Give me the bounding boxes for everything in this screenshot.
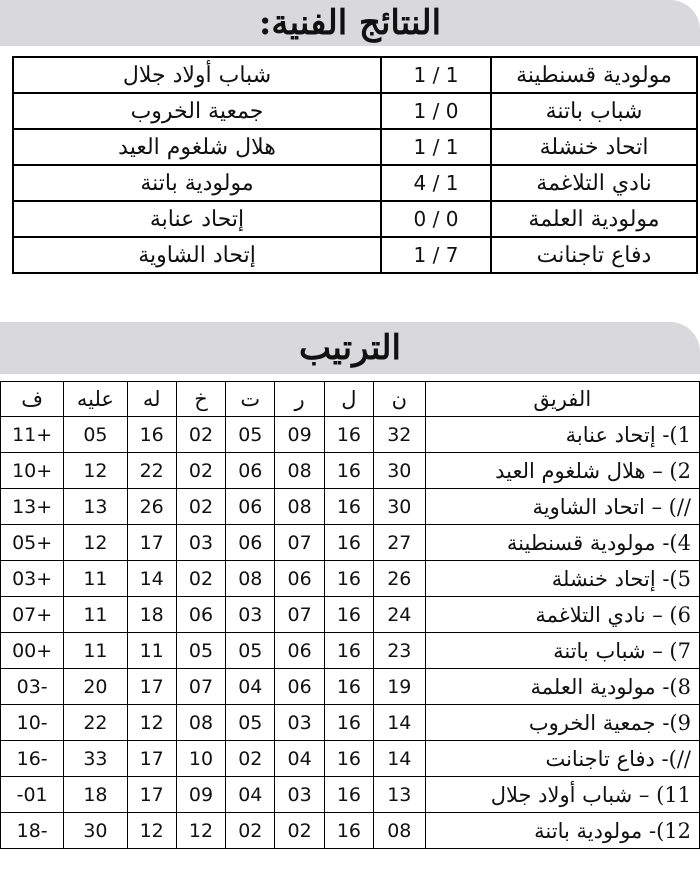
standings-wins: 07	[275, 597, 324, 633]
standings-goal-difference: -18	[1, 813, 64, 849]
standings-draws: 06	[226, 453, 275, 489]
standings-wins: 03	[275, 777, 324, 813]
standings-wins: 08	[275, 489, 324, 525]
standings-losses: 12	[176, 813, 225, 849]
standings-points: 30	[374, 489, 425, 525]
standings-wins: 07	[275, 525, 324, 561]
standings-title-banner	[0, 322, 700, 374]
standings-wins: 04	[275, 741, 324, 777]
standings-points: 19	[374, 669, 425, 705]
standings-draws: 08	[226, 561, 275, 597]
standings-title: الترتيب	[299, 328, 401, 368]
standings-team-name: 7) – شباب باتنة	[425, 633, 699, 669]
header-played: ل	[324, 382, 373, 417]
standings-goals-for: 14	[127, 561, 176, 597]
standings-losses: 05	[176, 633, 225, 669]
standings-goals-for: 17	[127, 669, 176, 705]
result-home-team: مولودية قسنطينة	[491, 57, 697, 93]
standings-losses: 02	[176, 561, 225, 597]
result-score: 1 / 7	[381, 237, 491, 273]
standings-goals-against: 33	[64, 741, 127, 777]
result-home-team: اتحاد خنشلة	[491, 129, 697, 165]
standings-team-name: 4)- مولودية قسنطينة	[425, 525, 699, 561]
standings-played: 16	[324, 777, 373, 813]
standings-team-name: 5)- إتحاد خنشلة	[425, 561, 699, 597]
standings-losses: 08	[176, 705, 225, 741]
standings-goals-for: 26	[127, 489, 176, 525]
standings-draws: 04	[226, 669, 275, 705]
standings-points: 32	[374, 417, 425, 453]
standings-played: 16	[324, 453, 373, 489]
standings-team-name: 1)- إتحاد عنابة	[425, 417, 699, 453]
standings-goals-for: 11	[127, 633, 176, 669]
result-score: 1 / 1	[381, 57, 491, 93]
standings-draws: 06	[226, 525, 275, 561]
standings-goal-difference: -10	[1, 705, 64, 741]
result-away-team: إتحاد الشاوية	[13, 237, 381, 273]
standings-team-name: 9)- جمعية الخروب	[425, 705, 699, 741]
standings-played: 16	[324, 705, 373, 741]
standings-goals-against: 12	[64, 525, 127, 561]
result-row	[13, 201, 697, 237]
standings-losses: 02	[176, 489, 225, 525]
result-home-team: شباب باتنة	[491, 93, 697, 129]
standings-goal-difference: +05	[1, 525, 64, 561]
result-row	[13, 57, 697, 93]
standings-wins: 03	[275, 705, 324, 741]
standings-played: 16	[324, 417, 373, 453]
result-away-team: جمعية الخروب	[13, 93, 381, 129]
standings-points: 24	[374, 597, 425, 633]
header-goal-difference: ف	[1, 382, 64, 417]
standings-team-name: 12)- مولودية باتنة	[425, 813, 699, 849]
standings-team-name: 11) – شباب أولاد جلال	[425, 777, 699, 813]
standings-wins: 02	[275, 813, 324, 849]
header-goals-for: له	[127, 382, 176, 417]
standings-header-row	[1, 382, 700, 417]
standings-goals-against: 13	[64, 489, 127, 525]
header-team: الفريق	[425, 382, 699, 417]
standings-played: 16	[324, 597, 373, 633]
standings-goals-for: 17	[127, 741, 176, 777]
standings-goals-for: 17	[127, 525, 176, 561]
standings-goals-against: 12	[64, 453, 127, 489]
result-away-team: شباب أولاد جلال	[13, 57, 381, 93]
standings-row	[1, 669, 700, 705]
standings-wins: 06	[275, 633, 324, 669]
header-wins: ر	[275, 382, 324, 417]
standings-team-name: //) – اتحاد الشاوية	[425, 489, 699, 525]
standings-goals-for: 18	[127, 597, 176, 633]
standings-losses: 10	[176, 741, 225, 777]
standings-losses: 02	[176, 453, 225, 489]
result-home-team: نادي التلاغمة	[491, 165, 697, 201]
standings-goal-difference: +03	[1, 561, 64, 597]
result-row	[13, 237, 697, 273]
header-goals-against: عليه	[64, 382, 127, 417]
standings-goal-difference: +00	[1, 633, 64, 669]
standings-row	[1, 417, 700, 453]
standings-row	[1, 777, 700, 813]
standings-points: 08	[374, 813, 425, 849]
standings-wins: 09	[275, 417, 324, 453]
results-title: النتائج الفنية:	[258, 3, 442, 43]
result-home-team: مولودية العلمة	[491, 201, 697, 237]
standings-goals-for: 12	[127, 813, 176, 849]
standings-losses: 06	[176, 597, 225, 633]
standings-team-name: 8)- مولودية العلمة	[425, 669, 699, 705]
standings-points: 26	[374, 561, 425, 597]
standings-losses: 09	[176, 777, 225, 813]
standings-losses: 03	[176, 525, 225, 561]
result-away-team: إتحاد عنابة	[13, 201, 381, 237]
standings-goals-against: 11	[64, 561, 127, 597]
standings-goal-difference: +07	[1, 597, 64, 633]
standings-draws: 04	[226, 777, 275, 813]
standings-row	[1, 561, 700, 597]
standings-played: 16	[324, 525, 373, 561]
standings-team-name: 2) – هلال شلغوم العيد	[425, 453, 699, 489]
standings-points: 14	[374, 705, 425, 741]
standings-goal-difference: -03	[1, 669, 64, 705]
standings-team-name: //)- دفاع تاجنانت	[425, 741, 699, 777]
result-score: 1 / 0	[381, 93, 491, 129]
result-row	[13, 93, 697, 129]
standings-played: 16	[324, 489, 373, 525]
standings-goals-for: 16	[127, 417, 176, 453]
standings-row	[1, 741, 700, 777]
standings-played: 16	[324, 741, 373, 777]
standings-row	[1, 453, 700, 489]
standings-row	[1, 633, 700, 669]
standings-goals-against: 30	[64, 813, 127, 849]
result-score: 4 / 1	[381, 165, 491, 201]
results-title-banner	[0, 0, 700, 46]
standings-row	[1, 489, 700, 525]
result-away-team: هلال شلغوم العيد	[13, 129, 381, 165]
standings-played: 16	[324, 813, 373, 849]
standings-played: 16	[324, 561, 373, 597]
standings-draws: 05	[226, 633, 275, 669]
standings-played: 16	[324, 669, 373, 705]
standings-draws: 05	[226, 705, 275, 741]
standings-draws: 05	[226, 417, 275, 453]
header-points: ن	[374, 382, 425, 417]
standings-points: 13	[374, 777, 425, 813]
results-table	[12, 56, 698, 274]
result-row	[13, 129, 697, 165]
standings-row	[1, 705, 700, 741]
standings-draws: 03	[226, 597, 275, 633]
standings-draws: 02	[226, 813, 275, 849]
standings-goals-for: 12	[127, 705, 176, 741]
standings-goals-against: 11	[64, 633, 127, 669]
standings-wins: 06	[275, 669, 324, 705]
result-score: 0 / 0	[381, 201, 491, 237]
standings-table	[0, 381, 700, 849]
standings-row	[1, 525, 700, 561]
standings-points: 27	[374, 525, 425, 561]
standings-goals-for: 22	[127, 453, 176, 489]
standings-wins: 08	[275, 453, 324, 489]
standings-wins: 06	[275, 561, 324, 597]
standings-points: 30	[374, 453, 425, 489]
header-draws: ت	[226, 382, 275, 417]
standings-goal-difference: +10	[1, 453, 64, 489]
result-row	[13, 165, 697, 201]
standings-goals-against: 20	[64, 669, 127, 705]
result-away-team: مولودية باتنة	[13, 165, 381, 201]
standings-goals-against: 11	[64, 597, 127, 633]
standings-goals-against: 18	[64, 777, 127, 813]
standings-points: 14	[374, 741, 425, 777]
standings-goals-against: 05	[64, 417, 127, 453]
standings-row	[1, 597, 700, 633]
standings-goals-for: 17	[127, 777, 176, 813]
result-home-team: دفاع تاجنانت	[491, 237, 697, 273]
standings-goal-difference: +11	[1, 417, 64, 453]
standings-draws: 06	[226, 489, 275, 525]
standings-row	[1, 813, 700, 849]
result-score: 1 / 1	[381, 129, 491, 165]
standings-goal-difference: 01-	[1, 777, 64, 813]
standings-team-name: 6) – نادي التلاغمة	[425, 597, 699, 633]
standings-draws: 02	[226, 741, 275, 777]
standings-goal-difference: +13	[1, 489, 64, 525]
standings-losses: 02	[176, 417, 225, 453]
standings-played: 16	[324, 633, 373, 669]
header-losses: خ	[176, 382, 225, 417]
standings-goal-difference: -16	[1, 741, 64, 777]
standings-losses: 07	[176, 669, 225, 705]
standings-goals-against: 22	[64, 705, 127, 741]
standings-points: 23	[374, 633, 425, 669]
